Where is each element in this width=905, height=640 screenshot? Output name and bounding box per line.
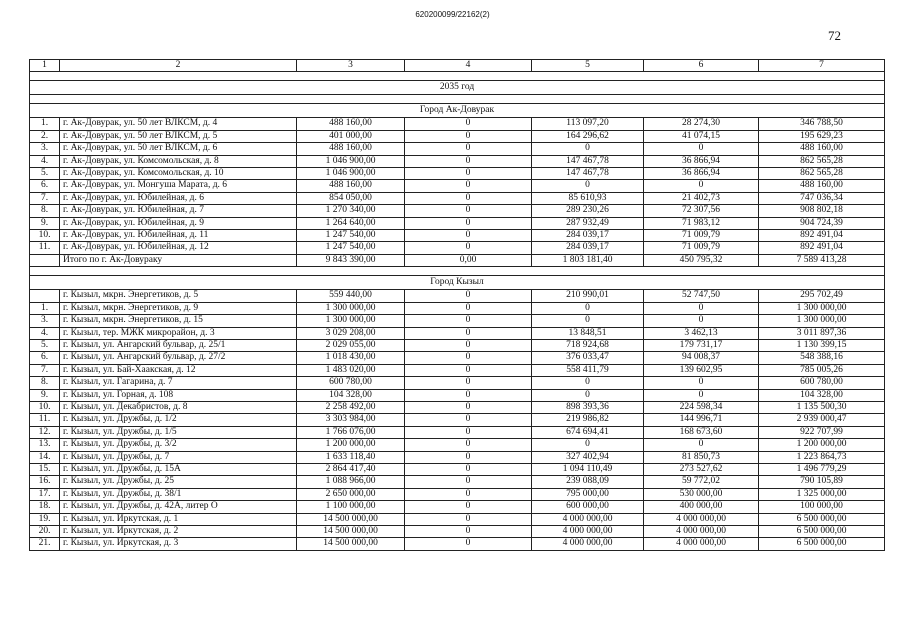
table-cell: г. Кызыл, мкрн. Энергетиков, д. 9 <box>60 302 297 314</box>
table-cell: г. Ак-Довурак, ул. Юбилейная, д. 11 <box>60 230 297 242</box>
table-row <box>30 315 885 327</box>
table-cell: 14. <box>30 451 60 463</box>
table-cell: г. Кызыл, мкрн. Энергетиков, д. 5 <box>60 290 297 302</box>
table-cell: 1 046 900,00 <box>297 168 405 180</box>
table-row <box>30 501 885 513</box>
table-cell: 14 500 000,00 <box>297 538 405 550</box>
table-cell: 1 130 399,15 <box>759 339 885 351</box>
table-cell: 3. <box>30 315 60 327</box>
year-heading: 2035 год <box>30 81 885 95</box>
table-row <box>30 439 885 451</box>
table-row <box>30 463 885 475</box>
table-cell: г. Кызыл, ул. Иркутская, д. 3 <box>60 538 297 550</box>
table-cell: 1 094 110,49 <box>532 463 644 475</box>
table-cell: г. Кызыл, ул. Иркутская, д. 2 <box>60 526 297 538</box>
table-cell: 6 500 000,00 <box>759 526 885 538</box>
total-cell: 450 795,32 <box>644 254 759 266</box>
table-row <box>30 155 885 167</box>
table-cell: 52 747,50 <box>644 290 759 302</box>
table-row <box>30 352 885 364</box>
table-cell: 0 <box>405 526 532 538</box>
table-cell: 1 300 000,00 <box>759 315 885 327</box>
total-cell: 1 803 181,40 <box>532 254 644 266</box>
table-cell: 4 000 000,00 <box>532 526 644 538</box>
table-cell: 4 000 000,00 <box>644 526 759 538</box>
table-cell: 81 850,73 <box>644 451 759 463</box>
table-cell: 295 702,49 <box>759 290 885 302</box>
table-cell: 139 602,95 <box>644 364 759 376</box>
table-cell: 1 223 864,73 <box>759 451 885 463</box>
year-row <box>30 81 885 95</box>
table-cell: г. Кызыл, ул. Декабристов, д. 8 <box>60 401 297 413</box>
table-cell: г. Кызыл, ул. Иркутская, д. 1 <box>60 513 297 525</box>
table-cell: 904 724,39 <box>759 217 885 229</box>
spacer-row <box>30 95 885 104</box>
table-row <box>30 377 885 389</box>
table-cell: 287 932,49 <box>532 217 644 229</box>
table-cell: 3 029 208,00 <box>297 327 405 339</box>
table-cell: 1 496 779,29 <box>759 463 885 475</box>
table-cell: 0 <box>405 339 532 351</box>
table-cell: 6. <box>30 352 60 364</box>
table-cell: 11. <box>30 242 60 254</box>
table-cell: г. Ак-Довурак, ул. Комсомольская, д. 10 <box>60 168 297 180</box>
table-row <box>30 230 885 242</box>
table-row <box>30 143 885 155</box>
table-cell: 0 <box>405 315 532 327</box>
table-cell: 0 <box>405 155 532 167</box>
table-cell: 0 <box>405 180 532 192</box>
table-cell: 224 598,34 <box>644 401 759 413</box>
table-cell: 0 <box>644 302 759 314</box>
table-cell: 785 005,26 <box>759 364 885 376</box>
table-cell: 7. <box>30 192 60 204</box>
table-cell: 747 036,34 <box>759 192 885 204</box>
table-cell: 164 296,62 <box>532 130 644 142</box>
table-cell: 400 000,00 <box>644 501 759 513</box>
table-cell: 718 924,68 <box>532 339 644 351</box>
table-cell: 862 565,28 <box>759 168 885 180</box>
table-cell: 12. <box>30 426 60 438</box>
table-cell: г. Кызыл, ул. Дружбы, д. 1/2 <box>60 414 297 426</box>
table-row <box>30 192 885 204</box>
table-cell: 0 <box>405 327 532 339</box>
table-row <box>30 401 885 413</box>
table-cell: 1 264 640,00 <box>297 217 405 229</box>
page-number: 72 <box>828 28 841 43</box>
section-title-row <box>30 276 885 290</box>
spacer-row <box>30 72 885 81</box>
table-cell: г. Кызыл, ул. Дружбы, д. 15А <box>60 463 297 475</box>
table-cell: 2 864 417,40 <box>297 463 405 475</box>
table-cell: 488 160,00 <box>297 118 405 130</box>
table-cell: 0 <box>405 401 532 413</box>
table-cell: 41 074,15 <box>644 130 759 142</box>
table-cell: 0 <box>405 205 532 217</box>
table-cell: г. Ак-Довурак, ул. 50 лет ВЛКСМ, д. 5 <box>60 130 297 142</box>
section-title: Город Ак-Довурак <box>30 104 885 118</box>
table-cell: 71 009,79 <box>644 242 759 254</box>
table-cell: 195 629,23 <box>759 130 885 142</box>
table-cell: 1. <box>30 118 60 130</box>
table-cell: 284 039,17 <box>532 230 644 242</box>
document-id: 620200099/22162(2) <box>415 10 490 19</box>
table-cell: 0 <box>405 439 532 451</box>
table-cell: 19. <box>30 513 60 525</box>
table-cell: 14 500 000,00 <box>297 526 405 538</box>
table-cell: 5. <box>30 339 60 351</box>
column-number: 7 <box>759 60 885 72</box>
table-cell: 147 467,78 <box>532 155 644 167</box>
table-cell: 530 000,00 <box>644 488 759 500</box>
table-cell: 0 <box>644 439 759 451</box>
table-cell: 0 <box>405 352 532 364</box>
table-cell: г. Ак-Довурак, ул. 50 лет ВЛКСМ, д. 4 <box>60 118 297 130</box>
table-cell: 1 247 540,00 <box>297 230 405 242</box>
table-cell: 0 <box>405 488 532 500</box>
table-row <box>30 290 885 302</box>
table-cell: 401 000,00 <box>297 130 405 142</box>
table-row <box>30 426 885 438</box>
table-cell: 168 673,60 <box>644 426 759 438</box>
table-cell: 18. <box>30 501 60 513</box>
table-row <box>30 205 885 217</box>
table-cell: г. Ак-Довурак, ул. Юбилейная, д. 9 <box>60 217 297 229</box>
table-row <box>30 538 885 550</box>
table-cell: 0 <box>405 168 532 180</box>
table-cell: 17. <box>30 488 60 500</box>
table-cell: г. Ак-Довурак, ул. Юбилейная, д. 7 <box>60 205 297 217</box>
table-row <box>30 180 885 192</box>
table-cell: 36 866,94 <box>644 168 759 180</box>
table-cell: 100 000,00 <box>759 501 885 513</box>
section-title-row <box>30 104 885 118</box>
table-cell: 0 <box>405 242 532 254</box>
table-cell: 20. <box>30 526 60 538</box>
table-cell: 1 483 020,00 <box>297 364 405 376</box>
table-cell: 854 050,00 <box>297 192 405 204</box>
table-cell: 210 990,01 <box>532 290 644 302</box>
table-cell: 488 160,00 <box>759 143 885 155</box>
table-cell: 4. <box>30 327 60 339</box>
table-cell: 1 325 000,00 <box>759 488 885 500</box>
table-cell: 1 088 966,00 <box>297 476 405 488</box>
table-cell: 0 <box>532 377 644 389</box>
data-table <box>29 59 885 551</box>
table-cell: 600 000,00 <box>532 501 644 513</box>
table-cell: 488 160,00 <box>297 180 405 192</box>
table-cell: 72 307,56 <box>644 205 759 217</box>
table-cell: 600 780,00 <box>759 377 885 389</box>
table-cell: 0 <box>405 192 532 204</box>
table-cell: 2 650 000,00 <box>297 488 405 500</box>
table-cell: г. Кызыл, тер. МЖК микрорайон, д. 3 <box>60 327 297 339</box>
table-cell: 376 033,47 <box>532 352 644 364</box>
total-cell: 9 843 390,00 <box>297 254 405 266</box>
table-cell: г. Ак-Довурак, ул. Юбилейная, д. 12 <box>60 242 297 254</box>
table-cell: 1 766 076,00 <box>297 426 405 438</box>
table-cell: 0 <box>644 143 759 155</box>
table-cell: 3 303 984,00 <box>297 414 405 426</box>
table-cell: 1 135 500,30 <box>759 401 885 413</box>
table-cell: г. Кызыл, ул. Бай-Хаакская, д. 12 <box>60 364 297 376</box>
table-cell: 10. <box>30 230 60 242</box>
table-cell: 327 402,94 <box>532 451 644 463</box>
table-cell: 548 388,16 <box>759 352 885 364</box>
table-cell: 1 247 540,00 <box>297 242 405 254</box>
table-cell: 8. <box>30 205 60 217</box>
column-number: 1 <box>30 60 60 72</box>
table-cell: 9. <box>30 389 60 401</box>
table-cell: 0 <box>405 389 532 401</box>
table-cell: 1 200 000,00 <box>297 439 405 451</box>
table-cell: г. Кызыл, ул. Дружбы, д. 3/2 <box>60 439 297 451</box>
table-cell: 892 491,04 <box>759 242 885 254</box>
table-cell: 71 983,12 <box>644 217 759 229</box>
table-cell: г. Кызыл, ул. Ангарский бульвар, д. 27/2 <box>60 352 297 364</box>
table-row <box>30 389 885 401</box>
table-cell: 0 <box>405 377 532 389</box>
table-cell: 1 300 000,00 <box>297 302 405 314</box>
table-row <box>30 168 885 180</box>
table-cell: 21 402,73 <box>644 192 759 204</box>
column-number: 5 <box>532 60 644 72</box>
table-cell: 0 <box>405 414 532 426</box>
table-cell: 71 009,79 <box>644 230 759 242</box>
table-cell: 0 <box>644 315 759 327</box>
table-cell: 3 462,13 <box>644 327 759 339</box>
table-cell: 674 694,41 <box>532 426 644 438</box>
table-cell: 0 <box>532 143 644 155</box>
table-cell: 0 <box>405 290 532 302</box>
table-cell: 488 160,00 <box>297 143 405 155</box>
table-row <box>30 217 885 229</box>
section-title: Город Кызыл <box>30 276 885 290</box>
table-row <box>30 451 885 463</box>
table-cell: 1 633 118,40 <box>297 451 405 463</box>
table-row <box>30 513 885 525</box>
table-cell: 892 491,04 <box>759 230 885 242</box>
table-cell: г. Кызыл, ул. Гагарина, д. 7 <box>60 377 297 389</box>
table-cell: 6 500 000,00 <box>759 538 885 550</box>
table-cell: 16. <box>30 476 60 488</box>
table-row <box>30 364 885 376</box>
table-cell: 219 986,82 <box>532 414 644 426</box>
table-cell: 0 <box>644 377 759 389</box>
table-cell: 0 <box>405 143 532 155</box>
table-body <box>30 60 885 551</box>
column-number: 6 <box>644 60 759 72</box>
table-cell: 795 000,00 <box>532 488 644 500</box>
table-row <box>30 476 885 488</box>
column-number: 3 <box>297 60 405 72</box>
table-cell: 14 500 000,00 <box>297 513 405 525</box>
table-cell: 8. <box>30 377 60 389</box>
table-cell: 11. <box>30 414 60 426</box>
table-cell: 1 100 000,00 <box>297 501 405 513</box>
table-cell: г. Ак-Довурак, ул. 50 лет ВЛКСМ, д. 6 <box>60 143 297 155</box>
table-cell: 273 527,62 <box>644 463 759 475</box>
total-cell: 0,00 <box>405 254 532 266</box>
column-number: 2 <box>60 60 297 72</box>
total-label: Итого по г. Ак-Довураку <box>60 254 297 266</box>
table-cell: 0 <box>405 217 532 229</box>
table-cell: г. Ак-Довурак, ул. Юбилейная, д. 6 <box>60 192 297 204</box>
table-cell: 862 565,28 <box>759 155 885 167</box>
table-cell: 7. <box>30 364 60 376</box>
table-cell: 2 029 055,00 <box>297 339 405 351</box>
table-cell: 21. <box>30 538 60 550</box>
table-cell: 600 780,00 <box>297 377 405 389</box>
table-cell: 1 300 000,00 <box>297 315 405 327</box>
spacer-row <box>30 267 885 276</box>
column-number: 4 <box>405 60 532 72</box>
table-cell: 488 160,00 <box>759 180 885 192</box>
table-cell: 289 230,26 <box>532 205 644 217</box>
table-cell: 28 274,30 <box>644 118 759 130</box>
table-cell: 0 <box>532 302 644 314</box>
table-cell: 239 088,09 <box>532 476 644 488</box>
table-cell: 0 <box>405 118 532 130</box>
table-cell: 0 <box>405 501 532 513</box>
column-number-row <box>30 60 885 72</box>
table-cell: 790 105,89 <box>759 476 885 488</box>
table-cell: 346 788,50 <box>759 118 885 130</box>
table-cell: 0 <box>405 513 532 525</box>
total-row <box>30 254 885 266</box>
table-cell: 2 258 492,00 <box>297 401 405 413</box>
table-cell: 13. <box>30 439 60 451</box>
table-cell: 10. <box>30 401 60 413</box>
table-cell: 0 <box>644 389 759 401</box>
table-cell: 9. <box>30 217 60 229</box>
table-cell: 144 996,71 <box>644 414 759 426</box>
table-cell: 85 610,93 <box>532 192 644 204</box>
table-cell: 0 <box>405 230 532 242</box>
table-cell: 0 <box>405 463 532 475</box>
table-cell: 15. <box>30 463 60 475</box>
table-cell: 4 000 000,00 <box>644 513 759 525</box>
table-cell: г. Ак-Довурак, ул. Монгуша Марата, д. 6 <box>60 180 297 192</box>
table-cell: 6. <box>30 180 60 192</box>
table-cell: 36 866,94 <box>644 155 759 167</box>
table-row <box>30 118 885 130</box>
table-cell: 0 <box>405 364 532 376</box>
table-row <box>30 488 885 500</box>
table-cell: 113 097,20 <box>532 118 644 130</box>
table-row <box>30 339 885 351</box>
table-cell: 0 <box>532 315 644 327</box>
table-cell: 4 000 000,00 <box>532 513 644 525</box>
table-cell: 1 200 000,00 <box>759 439 885 451</box>
table-cell: 3. <box>30 143 60 155</box>
table-cell: 1 018 430,00 <box>297 352 405 364</box>
table-cell: 2. <box>30 130 60 142</box>
table-cell: 0 <box>405 302 532 314</box>
table-cell: 898 393,36 <box>532 401 644 413</box>
table-cell: 2 939 000,47 <box>759 414 885 426</box>
table-cell: 0 <box>405 426 532 438</box>
table-cell: 0 <box>405 538 532 550</box>
table-row <box>30 130 885 142</box>
table-cell: г. Кызыл, ул. Дружбы, д. 7 <box>60 451 297 463</box>
table-row <box>30 242 885 254</box>
table-cell: 6 500 000,00 <box>759 513 885 525</box>
table-cell: 0 <box>405 130 532 142</box>
table-cell: 4. <box>30 155 60 167</box>
table-cell: 59 772,02 <box>644 476 759 488</box>
table-cell: 284 039,17 <box>532 242 644 254</box>
table-cell: г. Кызыл, ул. Дружбы, д. 42А, литер О <box>60 501 297 513</box>
table-cell: 0 <box>532 389 644 401</box>
table-cell: 1. <box>30 302 60 314</box>
table-row <box>30 414 885 426</box>
table-row <box>30 302 885 314</box>
table-cell: 0 <box>405 476 532 488</box>
table-cell: 922 707,99 <box>759 426 885 438</box>
total-cell: 7 589 413,28 <box>759 254 885 266</box>
table-cell: г. Ак-Довурак, ул. Комсомольская, д. 8 <box>60 155 297 167</box>
table-row <box>30 526 885 538</box>
table-cell: 3 011 897,36 <box>759 327 885 339</box>
table-cell: 908 802,18 <box>759 205 885 217</box>
table-cell: г. Кызыл, мкрн. Энергетиков, д. 15 <box>60 315 297 327</box>
table-cell: 179 731,17 <box>644 339 759 351</box>
table-cell: 5. <box>30 168 60 180</box>
table-row <box>30 327 885 339</box>
table-cell: г. Кызыл, ул. Дружбы, д. 1/5 <box>60 426 297 438</box>
table-cell: 104 328,00 <box>759 389 885 401</box>
table-cell: 0 <box>532 439 644 451</box>
table-cell: 0 <box>405 451 532 463</box>
table-cell: 1 300 000,00 <box>759 302 885 314</box>
table-cell <box>30 290 60 302</box>
table-cell: 13 848,51 <box>532 327 644 339</box>
table-cell: 0 <box>532 180 644 192</box>
table-cell: 559 440,00 <box>297 290 405 302</box>
table-cell: 94 008,37 <box>644 352 759 364</box>
table-cell: 558 411,79 <box>532 364 644 376</box>
table-cell: г. Кызыл, ул. Горная, д. 108 <box>60 389 297 401</box>
table-cell: 1 270 340,00 <box>297 205 405 217</box>
table-cell: г. Кызыл, ул. Дружбы, д. 25 <box>60 476 297 488</box>
table-cell: г. Кызыл, ул. Ангарский бульвар, д. 25/1 <box>60 339 297 351</box>
table-cell: 4 000 000,00 <box>532 538 644 550</box>
table-cell: 4 000 000,00 <box>644 538 759 550</box>
table-cell: г. Кызыл, ул. Дружбы, д. 38/1 <box>60 488 297 500</box>
table-cell: 104 328,00 <box>297 389 405 401</box>
table-cell: 1 046 900,00 <box>297 155 405 167</box>
table-cell: 0 <box>644 180 759 192</box>
table-cell: 147 467,78 <box>532 168 644 180</box>
